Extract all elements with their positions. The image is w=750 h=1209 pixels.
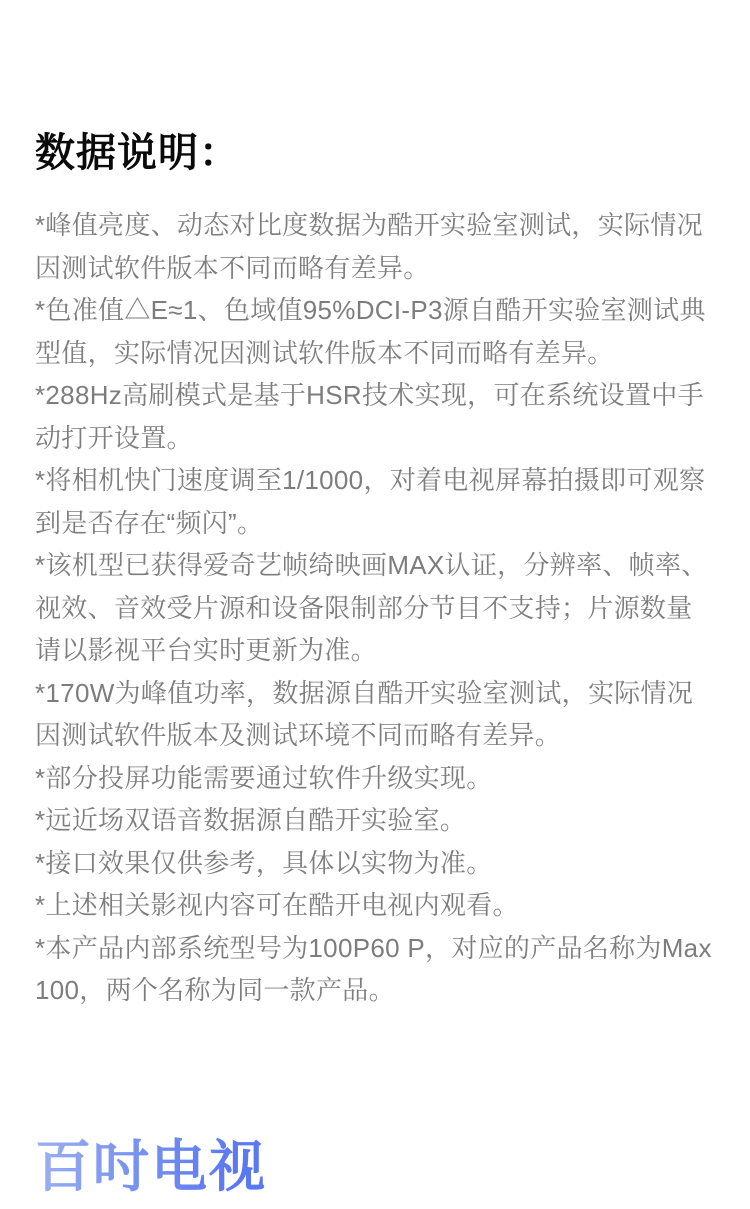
note-item: *该机型已获得爱奇艺帧绮映画MAX认证，分辨率、帧率、视效、音效受片源和设备限制部分节目不支持；片源数量请以影视平台实时更新为准。 [35, 550, 708, 665]
notes-list [35, 204, 715, 1012]
note-item: *远近场双语音数据源自酷开实验室。 [35, 805, 467, 835]
section-title: 数据说明： [35, 131, 240, 175]
note-item: *288Hz高刷模式是基于HSR技术实现，可在系统设置中手动打开设置。 [35, 380, 704, 453]
note-item: *170W为峰值功率，数据源自酷开实验室测试，实际情况因测试软件版本及测试环境不同而略有差异。 [35, 677, 694, 750]
note-item: *上述相关影视内容可在酷开电视内观看。 [35, 890, 519, 920]
note-item: *部分投屏功能需要通过软件升级实现。 [35, 762, 493, 793]
note-item: *本产品内部系统型号为100P60 P，对应的产品名称为Max100，两个名称为同一款产品。 [35, 932, 712, 1005]
note-item: *色准值△E≈1、色域值95%DCI-P3源自酷开实验室测试典型值，实际情况因测试软件版本不同而略有差异。 [35, 295, 706, 368]
note-item: *峰值亮度、动态对比度数据为酷开实验室测试，实际情况因测试软件版本不同而略有差异。 [35, 210, 703, 283]
note-item: *将相机快门速度调至1/1000，对着电视屏幕拍摄即可观察到是否存在“频闪”。 [35, 465, 706, 538]
next-section-heading: 百吋电视 [35, 1133, 267, 1201]
note-item: *接口效果仅供参考，具体以实物为准。 [35, 847, 493, 878]
